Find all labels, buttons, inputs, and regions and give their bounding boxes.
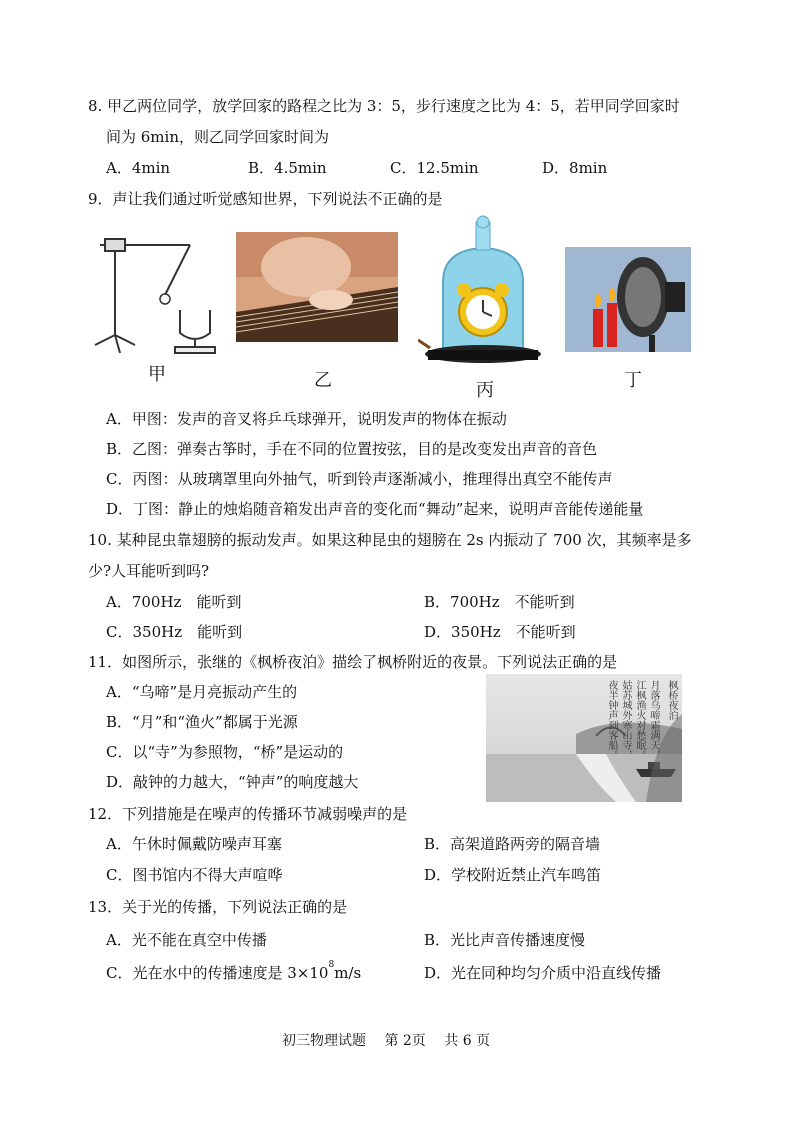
q10-option-b: B．700Hz 不能听到 xyxy=(424,593,575,611)
q9-option-c: C．丙图：从玻璃罩里向外抽气，听到铃声逐渐减小，推理得出真空不能传声 xyxy=(106,470,613,488)
q8-stem-line1: 8. 甲乙两位同学，放学回家的路程之比为 3：5，步行速度之比为 4：5，若甲同学回家时 xyxy=(88,97,680,115)
q8-option-b: B．4.5min xyxy=(248,159,327,177)
caption-bing: 丙 xyxy=(476,380,494,401)
q8-option-d: D．8min xyxy=(542,159,608,177)
q10-option-a: A．700Hz 能听到 xyxy=(106,593,242,611)
bell-jar-figure xyxy=(418,212,548,372)
q11-option-a: A．“乌啼”是月亮振动产生的 xyxy=(106,683,298,701)
q10-option-c: C．350Hz 能听到 xyxy=(106,623,243,641)
poem-line-3: 姑苏城外寒山寺， xyxy=(620,680,631,760)
q8-option-a: A．4min xyxy=(106,159,171,177)
maple-bridge-painting xyxy=(486,674,682,802)
q13-option-b: B．光比声音传播速度慢 xyxy=(424,931,586,949)
q11-stem: 11．如图所示，张继的《枫桥夜泊》描绘了枫桥附近的夜景。下列说法正确的是 xyxy=(88,653,618,671)
q12-option-d: D．学校附近禁止汽车鸣笛 xyxy=(424,866,602,884)
candle-speaker-photo xyxy=(565,247,691,352)
q12-stem: 12．下列措施是在噪声的传播环节减弱噪声的是 xyxy=(88,805,408,823)
q11-option-c: C．以“寺”为参照物，“桥”是运动的 xyxy=(106,743,344,761)
q10-stem-line2: 少?人耳能听到吗? xyxy=(88,562,210,580)
tuning-fork-figure xyxy=(90,225,220,355)
q10-option-d: D．350Hz 不能听到 xyxy=(424,623,576,641)
guzheng-photo xyxy=(236,232,398,342)
page-footer: 初三物理试题 第 2页 共 6 页 xyxy=(282,1033,491,1049)
poem-line-1: 月落乌啼霜满天， xyxy=(648,680,659,760)
q9-stem: 9．声让我们通过听觉感知世界，下列说法不正确的是 xyxy=(88,190,443,208)
q12-option-b: B．高架道路两旁的隔音墙 xyxy=(424,835,601,853)
poem-line-2: 江枫渔火对愁眠。 xyxy=(634,680,645,760)
caption-yi: 乙 xyxy=(314,370,332,391)
q13-option-d: D．光在同种均匀介质中沿直线传播 xyxy=(424,964,662,982)
q8-option-c: C．12.5min xyxy=(390,159,479,177)
q11-option-b: B．“月”和“渔火”都属于光源 xyxy=(106,713,298,731)
caption-ding: 丁 xyxy=(624,370,642,391)
q13-option-a: A．光不能在真空中传播 xyxy=(106,931,267,949)
q9-option-d: D．丁图：静止的烛焰随音箱发出声音的变化而“舞动”起来，说明声音能传递能量 xyxy=(106,500,644,518)
q12-option-a: A．午休时佩戴防噪声耳塞 xyxy=(106,835,282,853)
poem-line-4: 夜半钟声到客船。 xyxy=(606,680,617,760)
q11-option-d: D．敲钟的力越大，“钟声”的响度越大 xyxy=(106,773,359,791)
caption-jia: 甲 xyxy=(148,364,166,385)
q9-option-b: B．乙图：弹奏古筝时，手在不同的位置按弦，目的是改变发出声音的音色 xyxy=(106,440,598,458)
q10-stem-line1: 10. 某种昆虫靠翅膀的振动发声。如果这种昆虫的翅膀在 2s 内振动了 700 次，其频率是多 xyxy=(88,531,692,549)
q12-option-c: C．图书馆内不得大声喧哗 xyxy=(106,866,283,884)
q8-stem-line2: 间为 6min，则乙同学回家时间为 xyxy=(106,128,329,146)
q9-option-a: A．甲图：发声的音叉将乒乓球弹开，说明发声的物体在振动 xyxy=(106,410,507,428)
painting-title: 枫桥夜泊 xyxy=(666,680,677,720)
q13-option-c: C．光在水中的传播速度是 $3\times 10^8m/s$ xyxy=(106,960,362,982)
q13-stem: 13．关于光的传播，下列说法正确的是 xyxy=(88,898,348,916)
